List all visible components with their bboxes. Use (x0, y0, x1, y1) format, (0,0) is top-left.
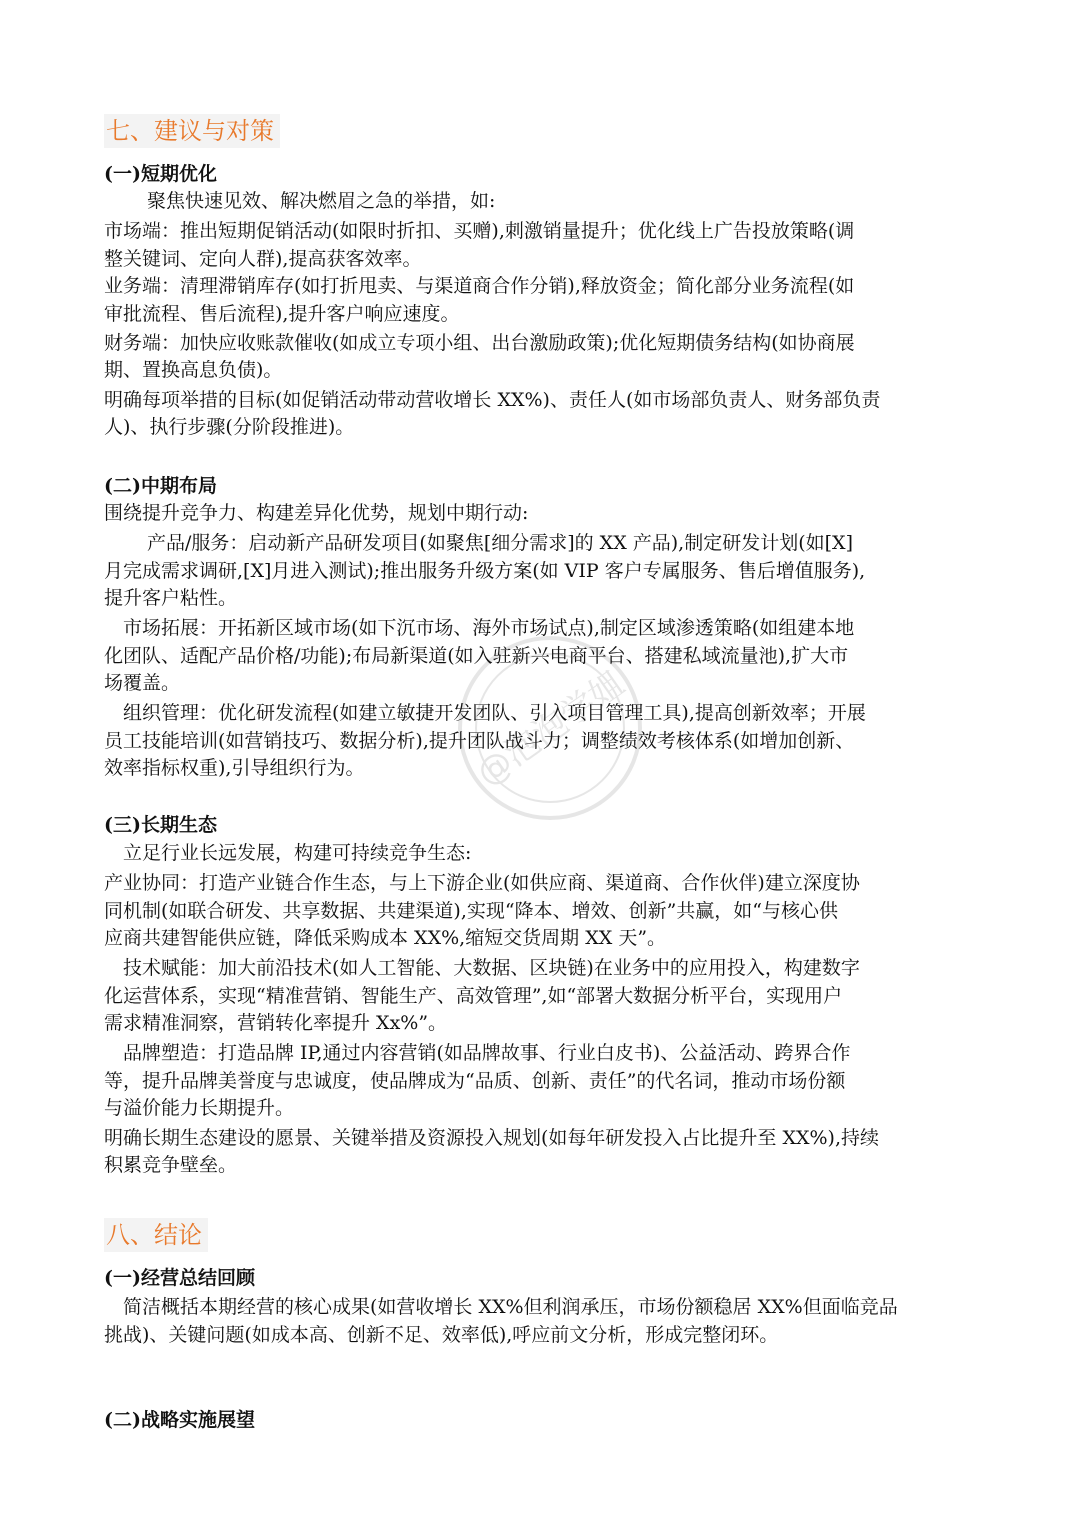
paragraph-line: 品牌塑造：打造品牌 IP,通过内容营销(如品牌故事、行业白皮书)、公益活动、跨界合作 (123, 1042, 851, 1064)
watermark-stamp-icon (450, 628, 650, 828)
paragraph-line: 化团队、适配产品价格/功能);布局新渠道(如入驻新兴电商平台、搭建私域流量池),扩大市 (104, 645, 849, 667)
paragraph-line: 月完成需求调研,[X]月进入测试);推出服务升级方案(如 VIP 客户专属服务、售后增值服务), (104, 560, 866, 582)
paragraph-line: 等，提升品牌美誉度与忠诚度，使品牌成为“品质、创新、责任”的代名词，推动市场份额 (104, 1070, 846, 1092)
paragraph-line: 提升客户粘性。 (104, 587, 238, 609)
paragraph-line: 产品/服务：启动新产品研发项目(如聚焦[细分需求]的 XX 产品),制定研发计划(如[X] (147, 532, 853, 554)
paragraph-line: 人)、执行步骤(分阶段推进)。 (104, 416, 355, 438)
subheading-long-term: (三)长期生态 (104, 814, 217, 836)
paragraph-line: 应商共建智能供应链，降低采购成本 XX%,缩短交货周期 XX 天”。 (104, 927, 667, 949)
paragraph-line: 组织管理：优化研发流程(如建立敏捷开发团队、引入项目管理工具),提高创新效率；开展 (123, 702, 866, 724)
paragraph-line: 需求精准洞察，营销转化率提升 Xx%”。 (104, 1012, 448, 1034)
paragraph-line: 技术赋能：加大前沿技术(如人工智能、大数据、区块链)在业务中的应用投入，构建数字 (123, 957, 860, 979)
subheading-mid-term: (二)中期布局 (104, 475, 217, 497)
paragraph-line: 审批流程、售后流程),提升客户响应速度。 (104, 303, 460, 325)
paragraph-line: 明确每项举措的目标(如促销活动带动营收增长 XX%)、责任人(如市场部负责人、财务部负责 (104, 389, 881, 411)
paragraph-line: 围绕提升竞争力、构建差异化优势，规划中期行动: (104, 502, 529, 524)
paragraph-line: 化运营体系，实现“精准营销、智能生产、高效管理”,如“部署大数据分析平台，实现用户 (104, 985, 843, 1007)
paragraph-line: 场覆盖。 (104, 672, 181, 694)
subheading-outlook: (二)战略实施展望 (104, 1409, 255, 1431)
paragraph-line: 聚焦快速见效、解决燃眉之急的举措，如: (147, 190, 496, 212)
paragraph-line: 员工技能培训(如营销技巧、数据分析),提升团队战斗力；调整绩效考核体系(如增加创新、 (104, 730, 855, 752)
paragraph-line: 效率指标权重),引导组织行为。 (104, 757, 365, 779)
paragraph-line: 财务端：加快应收账款催收(如成立专项小组、出台激励政策);优化短期债务结构(如协商展 (104, 332, 855, 354)
paragraph-line: 挑战)、关键问题(如成本高、创新不足、效率低),呼应前文分析，形成完整闭环。 (104, 1324, 779, 1346)
paragraph-line: 立足行业长远发展，构建可持续竞争生态: (123, 842, 472, 864)
subheading-review: (一)经营总结回顾 (104, 1267, 255, 1289)
paragraph-line: 业务端：清理滞销库存(如打折甩卖、与渠道商合作分销),释放资金；简化部分业务流程(如 (104, 275, 855, 297)
paragraph-line: 市场拓展：开拓新区域市场(如下沉市场、海外市场试点),制定区域渗透策略(如组建本地 (123, 617, 855, 639)
paragraph-line: 期、置换高息负债)。 (104, 359, 283, 381)
paragraph-line: 简洁概括本期经营的核心成果(如营收增长 XX%但利润承压，市场份额稳居 XX%但面临竞品 (123, 1296, 898, 1318)
paragraph-line: 整关键词、定向人群),提高获客效率。 (104, 248, 422, 270)
paragraph-line: 市场端：推出短期促销活动(如限时折扣、买赠),刺激销量提升；优化线上广告投放策略(调 (104, 220, 855, 242)
section-title-conclusion: 八、结论 (104, 1218, 208, 1252)
section-title-recommendations: 七、建议与对策 (104, 114, 280, 148)
subheading-short-term: (一)短期优化 (104, 163, 217, 185)
paragraph-line: 与溢价能力长期提升。 (104, 1097, 295, 1119)
paragraph-line: 明确长期生态建设的愿景、关键举措及资源投入规划(如每年研发投入占比提升至 XX%),持续 (104, 1127, 880, 1149)
paragraph-line: 同机制(如联合研发、共享数据、共建渠道),实现“降本、增效、创新”共赢，如“与核心供 (104, 900, 839, 922)
paragraph-line: 积累竞争壁垒。 (104, 1154, 238, 1176)
watermark-text: @泡泡学姐 (469, 663, 632, 794)
paragraph-line: 产业协同：打造产业链合作生态，与上下游企业(如供应商、渠道商、合作伙伴)建立深度协 (104, 872, 860, 894)
